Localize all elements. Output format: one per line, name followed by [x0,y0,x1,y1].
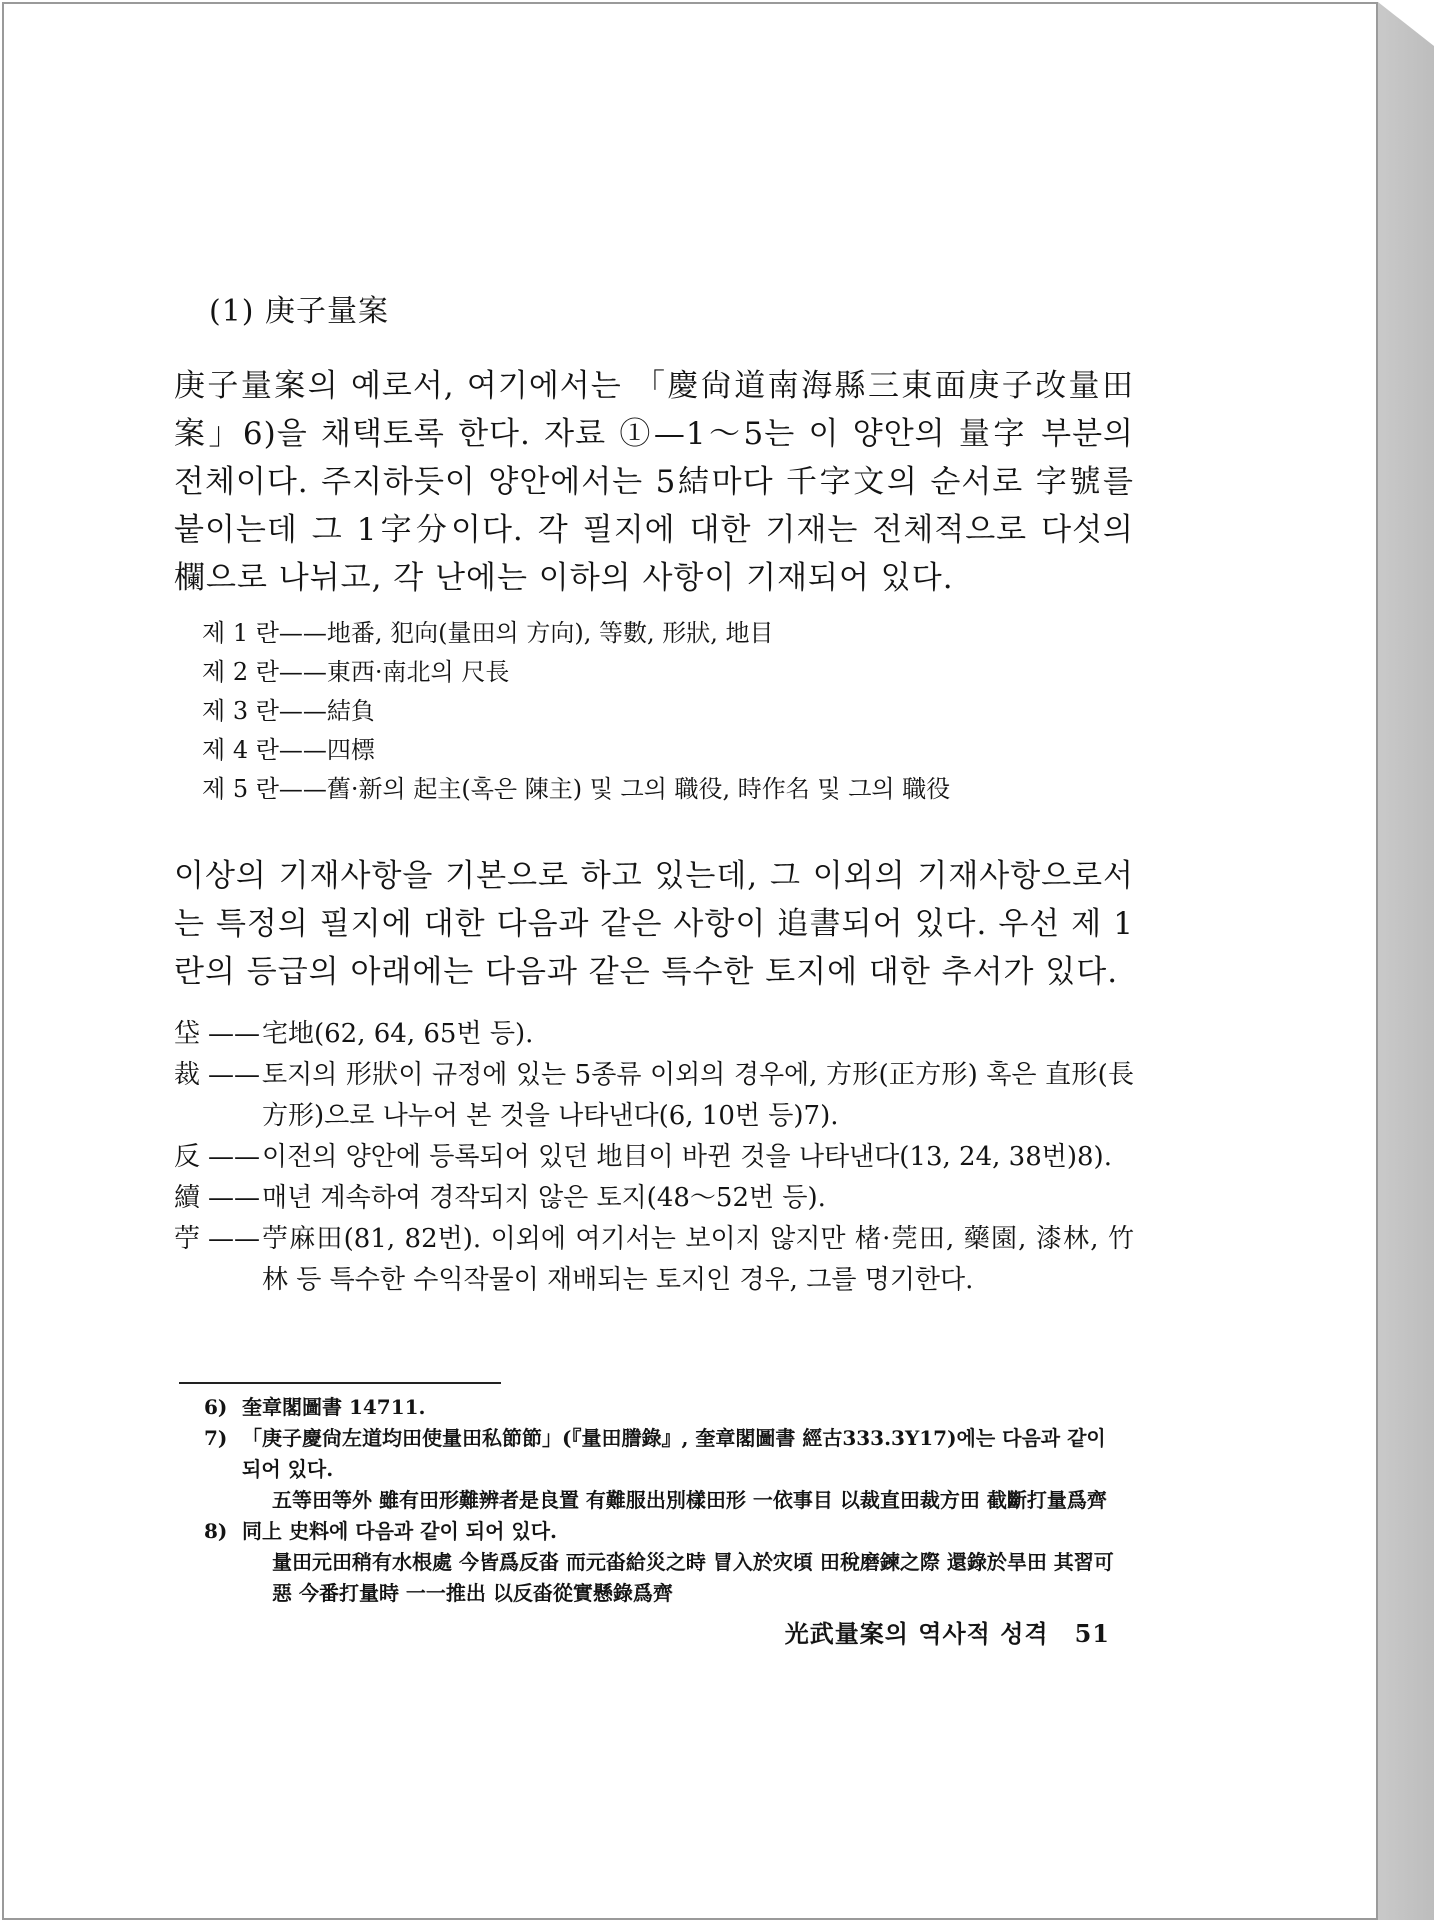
land-description: 苧麻田(81, 82번). 이외에 여기서는 보이지 않지만 楮·莞田, 藥園, 漆林, 竹林 등 특수한 수익작물이 재배되는 토지인 경우, 그를 명기한다. [262,1224,1134,1295]
section-heading: (1) 庚子量案 [209,294,390,329]
column-content: 舊·新의 起主(혹은 陳主) 및 그의 職役, 時作名 및 그의 職役 [326,775,951,803]
land-mark: 垈 [174,1019,201,1049]
footnote-divider [179,1382,501,1384]
column-content: 結負 [326,697,375,725]
footnote [204,1392,1116,1423]
additional-paragraph: 이상의 기재사항을 기본으로 하고 있는데, 그 이외의 기재사항으로서는 특정의 필지에 대한 다음과 같은 사항이 追書되어 있다. 우선 제 1 란의 등급의 아래에는 다음과 같은 특수한 토지에 대한 추서가 있다. [174,858,1134,990]
column-content: 地番, 犯向(量田의 方向), 等數, 形狀, 地目 [326,619,774,647]
special-land-list [174,1014,1134,1301]
footnote-text: 「庚子慶尙左道均田使量田私節節」(『量田謄錄』, 奎章閣圖書 經古333.3Y17)에는 다음과 같이 되어 있다. [242,1426,1106,1481]
column-item [202,770,1132,809]
land-dash: —— [208,1060,260,1090]
column-dash: —— [278,736,327,764]
special-land-item [174,1219,1134,1301]
footnote-quote: 量田元田稍有水根處 今皆爲反畓 而元畓給災之時 冒入於灾頃 田稅磨鍊之際 還錄於旱田 其習可惡 今番打量時 一一推出 以反畓從實懸錄爲齊 [272,1550,1114,1605]
column-label: 제 1 란 [202,619,279,647]
special-land-item [174,1014,1134,1055]
running-footer [785,1614,1110,1649]
column-dash: —— [278,658,327,686]
footnotes [204,1392,1116,1609]
column-label: 제 5 란 [202,775,279,803]
land-description: 宅地(62, 64, 65번 등). [262,1019,534,1049]
land-description: 토지의 形狀이 규정에 있는 5종류 이외의 경우에, 方形(正方形) 혹은 直形(長方形)으로 나누어 본 것을 나타낸다(6, 10번 등)7). [262,1060,1134,1131]
column-item [202,692,1132,731]
footnote-text: 奎章閣圖書 14711. [242,1395,426,1419]
column-item [202,653,1132,692]
special-land-item [174,1137,1134,1178]
footnote-text: 同上 史料에 다음과 같이 되어 있다. [242,1519,557,1543]
footnote-number: 7) [204,1426,228,1450]
footnote [204,1423,1116,1485]
land-dash: —— [208,1019,260,1049]
running-title: 光武量案의 역사적 성격 [784,1619,1049,1648]
land-description: 이전의 양안에 등록되어 있던 地目이 바뀐 것을 나타낸다(13, 24, 38번)8). [262,1142,1112,1172]
column-content: 四標 [326,736,375,764]
footnote [204,1516,1116,1547]
special-land-item [174,1178,1134,1219]
land-dash: —— [208,1183,260,1213]
column-content: 東西·南北의 尺長 [326,658,510,686]
column-item [202,731,1132,770]
special-land-item [174,1055,1134,1137]
column-item [202,614,1132,653]
book-page [2,2,1378,1920]
land-mark: 反 [174,1142,201,1172]
column-dash: —— [278,619,327,647]
column-label: 제 3 란 [202,697,279,725]
land-dash: —— [208,1142,260,1172]
footnote-number: 6) [204,1395,228,1419]
land-mark: 續 [174,1183,201,1213]
land-dash: —— [208,1224,260,1254]
land-mark: 裁 [174,1060,201,1090]
column-dash: —— [278,775,327,803]
intro-paragraph: 庚子量案의 예로서, 여기에서는 「慶尙道南海縣三東面庚子改量田案」6)을 채택토록 한다. 자료 ①—1～5는 이 양안의 量字 부분의 전체이다. 주지하듯이 양안에서는 5結마다 千字文의 순서로 字號를 붙이는데 그 1字分이다. 각 필지에 대한 기재는 전체적으로 다섯의 欄으로 나뉘고, 각 난에는 이하의 사항이 기재되어 있다. [174,368,1134,596]
page-edge [1378,2,1434,1920]
column-dash: —— [278,697,327,725]
footnote-number: 8) [204,1519,228,1543]
land-description: 매년 계속하여 경작되지 않은 토지(48～52번 등). [262,1183,826,1213]
land-mark: 苧 [174,1224,201,1254]
footnote-quote: 五等田等外 雖有田形難辨者是良置 有難服出別樣田形 一依事目 以裁直田裁方田 截斷打量爲齊 [272,1488,1107,1512]
page-number: 51 [1074,1619,1110,1648]
column-label: 제 2 란 [202,658,279,686]
column-list [202,614,1132,809]
column-label: 제 4 란 [202,736,279,764]
